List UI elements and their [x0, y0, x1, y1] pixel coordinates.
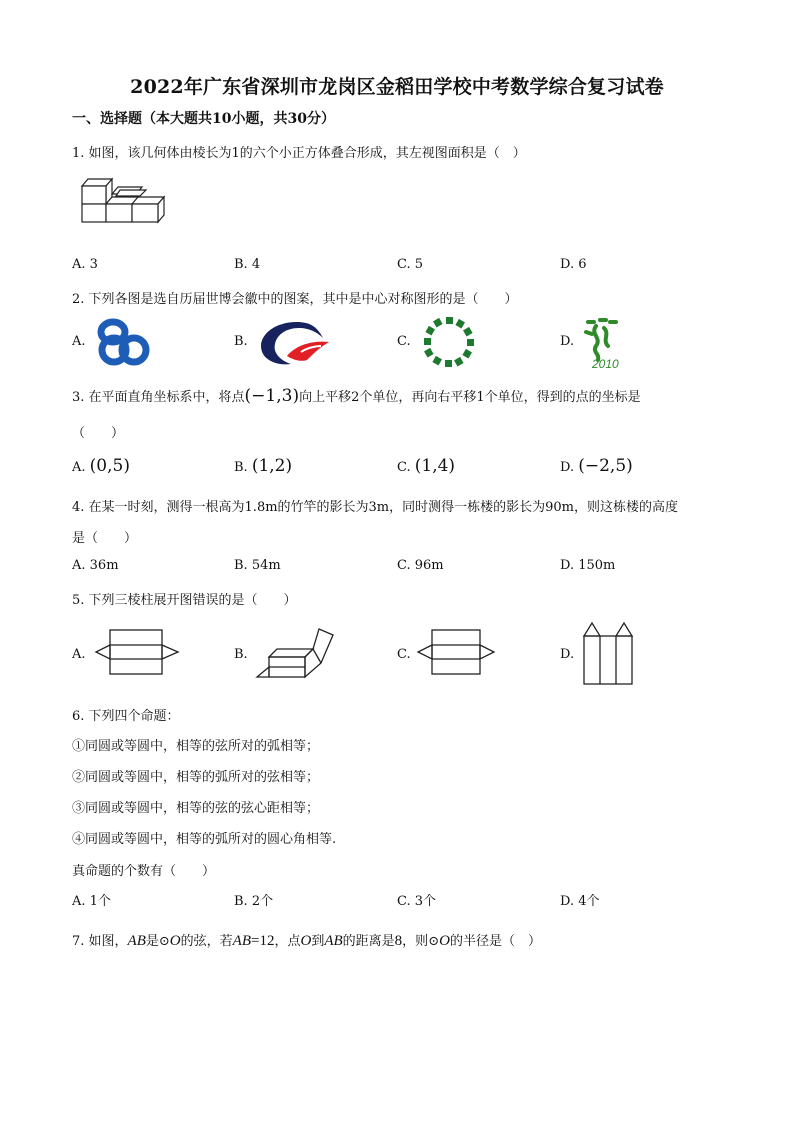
q2-label-c: C. — [397, 334, 411, 349]
q4-option-a: A. 36m — [72, 558, 119, 573]
q1-option-b: B. 4 — [234, 257, 261, 272]
q3-option-b — [234, 456, 292, 476]
q5-net-b-figure — [255, 625, 337, 681]
q7-distance: 8 — [394, 933, 403, 949]
q2-label-b: B. — [234, 334, 248, 349]
q7-t5: 的距离是 — [342, 934, 395, 949]
q3-stem — [72, 386, 641, 406]
expo-logo-d-icon — [580, 312, 636, 372]
q5-label-c: C. — [397, 647, 411, 662]
q4-option-d: D. 150m — [560, 558, 616, 573]
q6-proposition-3: ③同圆或等圆中，相等的弦的弦心距相等； — [72, 801, 320, 816]
q5-stem: 5. 下列三棱柱展开图错误的是（ ） — [72, 593, 297, 608]
q2-label-a: A. — [72, 334, 86, 349]
q7-t4: 到 — [311, 934, 325, 949]
q3-option-c-letter: C. — [397, 460, 411, 475]
q1-cube-figure — [76, 176, 168, 234]
q4-stem-line1: 4. 在某一时刻，测得一根高为1.8m的竹竿的影长为3m，同时测得一栋楼的影长为90m，则这栋楼的高度 — [72, 500, 679, 515]
q6-proposition-2: ②同圆或等圆中，相等的弧所对的弦相等； — [72, 770, 320, 785]
q3-option-c — [397, 456, 455, 476]
q3-option-b-value: (1,2) — [251, 456, 293, 476]
q2-label-d: D. — [560, 334, 575, 349]
q6-option-b: B. 2个 — [234, 894, 274, 909]
q5-net-c-figure — [416, 628, 496, 676]
exam-title: 2022年广东省深圳市龙岗区金稻田学校中考数学综合复习试卷 — [130, 76, 664, 98]
q3-option-d-letter: D. — [560, 460, 575, 475]
q4-option-b: B. 54m — [234, 558, 281, 573]
q3-stem-before: 3. 在平面直角坐标系中，将点 — [72, 390, 245, 405]
q1-option-c: C. 5 — [397, 257, 424, 272]
q1-option-a: A. 3 — [72, 257, 98, 272]
q6-proposition-1: ①同圆或等圆中，相等的弦所对的弧相等； — [72, 739, 320, 754]
q1-stem: 1. 如图，该几何体由棱长为1的六个小正方体叠合形成，其左视图面积是（ ） — [72, 146, 526, 161]
q7-t3: ，点 — [274, 934, 301, 949]
q4-stem-line2: 是（ ） — [72, 531, 138, 546]
q6-option-d: D. 4个 — [560, 894, 600, 909]
q3-point: (−1,3) — [244, 386, 300, 406]
section-heading: 一、选择题（本大题共10小题，共30分） — [72, 111, 335, 127]
q5-label-a: A. — [72, 647, 86, 662]
q5-net-d-figure — [580, 620, 636, 686]
q3-stem-line2: （ ） — [72, 426, 125, 441]
q7-ab-1: AB — [127, 933, 146, 949]
q3-option-b-letter: B. — [234, 460, 248, 475]
expo-logo-b-icon — [257, 318, 337, 368]
q3-option-d — [560, 456, 633, 476]
q3-option-a — [72, 456, 130, 476]
q5-label-b: B. — [234, 647, 248, 662]
q3-option-d-value: (−2,5) — [578, 456, 633, 476]
q7-circle-2: ⊙ — [428, 934, 440, 949]
expo-logo-d-year: 2010 — [592, 357, 619, 371]
q7-num: 7. 如图， — [72, 934, 128, 949]
q6-option-a: A. 1个 — [72, 894, 111, 909]
q7-ab-2: AB — [324, 933, 343, 949]
q6-proposition-4: ④同圆或等圆中，相等的弧所对的圆心角相等. — [72, 832, 337, 847]
q7-eq-value: =12 — [250, 933, 275, 949]
q7-t2: 的弦，若 — [180, 934, 233, 949]
q3-option-c-value: (1,4) — [414, 456, 456, 476]
q3-option-a-value: (0,5) — [89, 456, 130, 476]
expo-logo-a-icon — [94, 316, 152, 368]
q3-option-a-letter: A. — [72, 460, 86, 475]
q6-question: 真命题的个数有（ ） — [72, 864, 216, 879]
expo-logo-c-icon — [422, 315, 476, 369]
q7-circle-1: ⊙ — [158, 934, 170, 949]
q7-t6: ，则 — [402, 934, 429, 949]
q7-o-3: O — [439, 933, 450, 949]
q7-stem — [72, 930, 541, 950]
q7-o-2: O — [300, 933, 312, 949]
q3-stem-after: 向上平移2个单位，再向右平移1个单位，得到的点的坐标是 — [299, 390, 641, 405]
q7-t1: 是 — [145, 934, 159, 949]
q5-net-a-figure — [94, 628, 182, 676]
q7-t7: 的半径是（ ） — [449, 934, 541, 949]
q6-option-c: C. 3个 — [397, 894, 437, 909]
q1-option-d: D. 6 — [560, 257, 587, 272]
q2-stem: 2. 下列各图是选自历届世博会徽中的图案，其中是中心对称图形的是（ ） — [72, 292, 518, 307]
q6-stem: 6. 下列四个命题： — [72, 709, 180, 724]
q5-label-d: D. — [560, 647, 575, 662]
q7-eq-ab: AB — [232, 933, 251, 949]
q7-o-1: O — [169, 933, 181, 949]
q4-option-c: C. 96m — [397, 558, 444, 573]
